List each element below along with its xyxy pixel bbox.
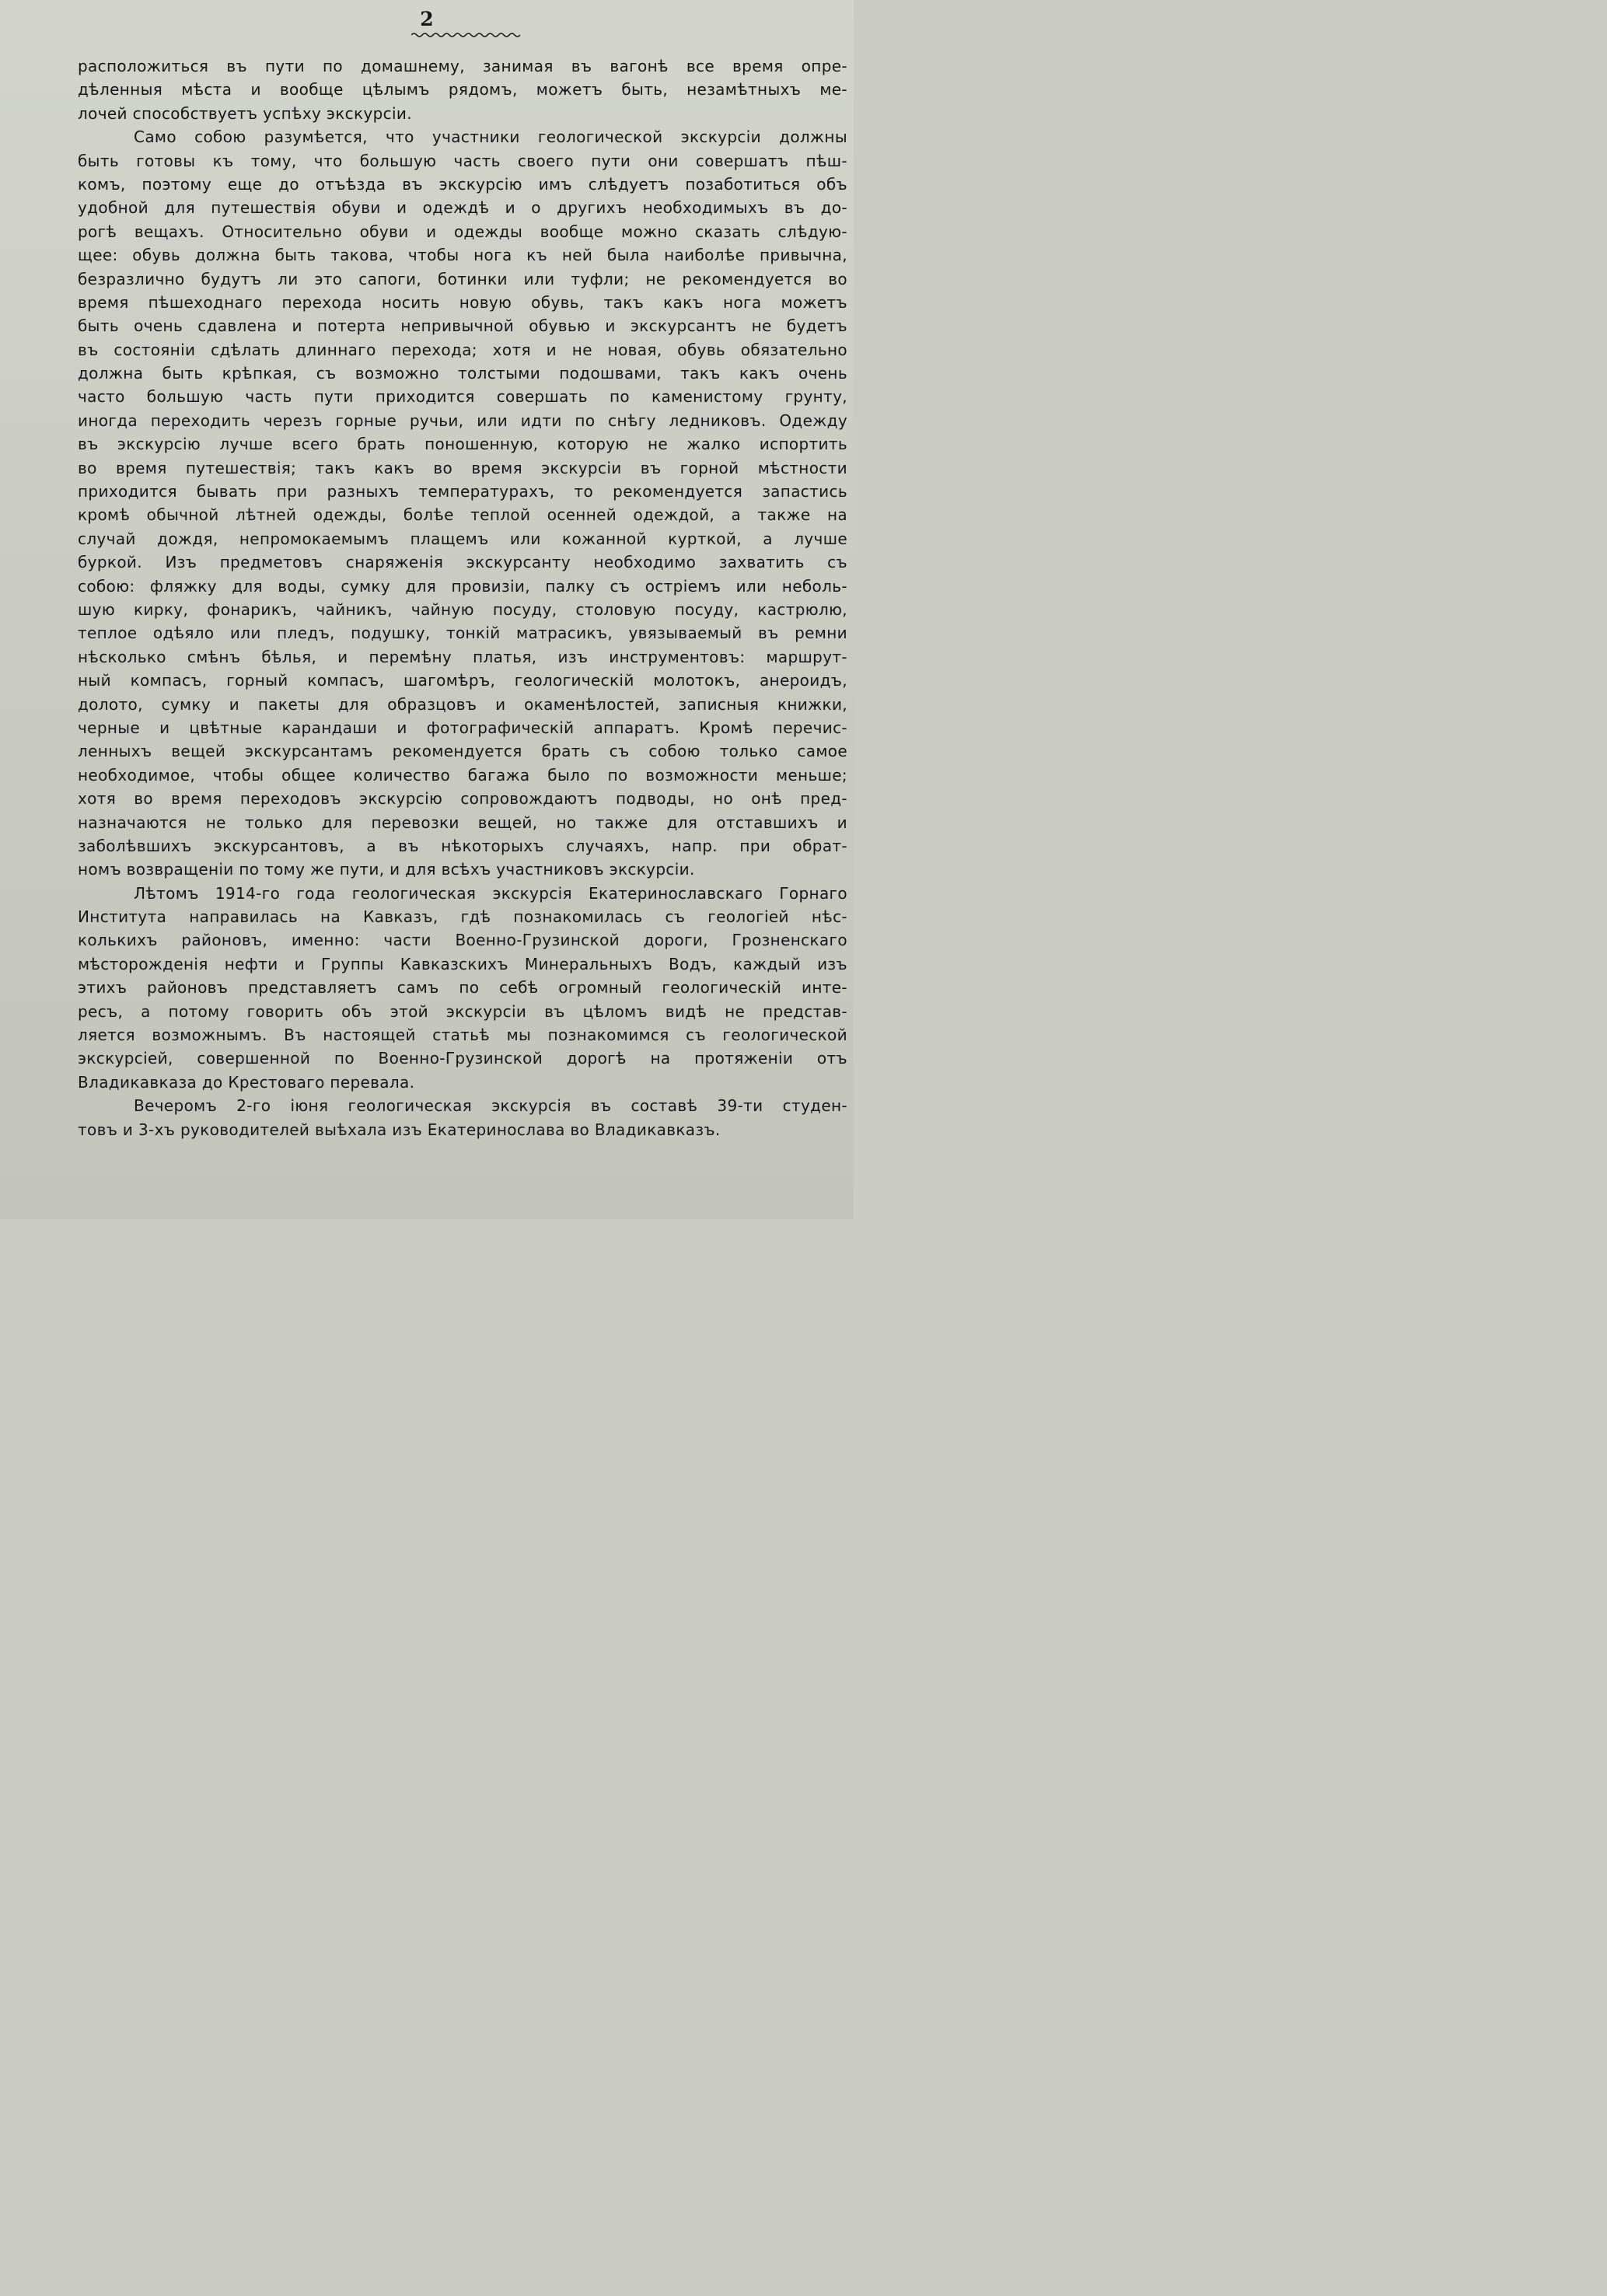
text-line: заболѣвшихъ экскурсантовъ, а въ нѣкоторыхъ случаяхъ, напр. при обрат-: [78, 836, 847, 855]
text-line: въ состояніи сдѣлать длиннаго перехода; хотя и не новая, обувь обязательно: [78, 340, 847, 359]
text-line: во время путешествія; такъ какъ во время экскурсіи въ горной мѣстности: [78, 458, 847, 477]
text-line: время пѣшеходнаго перехода носить новую обувь, такъ какъ нога можетъ: [78, 292, 847, 312]
text-line: необходимое, чтобы общее количество багажа было по возможности меньше;: [78, 765, 847, 785]
text-line: лочей способствуетъ успѣху экскурсіи.: [78, 103, 412, 123]
text-line: кромѣ обычной лѣтней одежды, болѣе теплой осенней одеждой, а также на: [78, 505, 847, 525]
text-line: щее: обувь должна быть такова, чтобы нога къ ней была наиболѣе привычна,: [78, 246, 847, 265]
text-line: черные и цвѣтные карандаши и фотографическій аппаратъ. Кромѣ перечис-: [78, 718, 847, 737]
paragraph: [78, 882, 847, 1095]
text-line: Само собою разумѣется, что участники геологической экскурсіи должны: [134, 128, 847, 147]
text-line: товъ и 3-хъ руководителей выѣхала изъ Екатеринослава во Владикавказъ.: [78, 1120, 721, 1139]
text-line: собою: фляжку для воды, сумку для провизіи, палку съ остріемъ или неболь-: [78, 576, 847, 596]
paragraph: [78, 54, 847, 125]
text-line: рогѣ вещахъ. Относительно обуви и одежды вообще можно сказать слѣдую-: [78, 222, 847, 241]
text-line: часто большую часть пути приходится совершать по каменистому грунту,: [78, 387, 847, 407]
text-line: теплое одѣяло или пледъ, подушку, тонкій матрасикъ, увязываемый въ ремни: [78, 624, 847, 643]
paragraph: [78, 1094, 847, 1141]
text-line: экскурсіей, совершенной по Военно-Грузинской дорогѣ на протяженіи отъ: [78, 1049, 847, 1068]
wavy-rule-ornament: [411, 31, 522, 39]
text-line: дѣленныя мѣста и вообще цѣлымъ рядомъ, можетъ быть, незамѣтныхъ ме-: [78, 80, 847, 100]
text-line: комъ, поэтому еще до отъѣзда въ экскурсію имъ слѣдуетъ позаботиться объ: [78, 174, 847, 194]
page-number: 2: [420, 8, 434, 30]
text-line: хотя во время переходовъ экскурсію сопровождаютъ подводы, но онѣ пред-: [78, 789, 847, 809]
text-line: Института направилась на Кавказъ, гдѣ познакомилась съ геологіей нѣс-: [78, 907, 847, 927]
body-text: [78, 54, 847, 1141]
text-line: должна быть крѣпкая, съ возможно толстыми подошвами, такъ какъ очень: [78, 364, 847, 383]
text-line: колькихъ районовъ, именно: части Военно-Грузинской дороги, Грозненскаго: [78, 931, 847, 950]
text-line: приходится бывать при разныхъ температурахъ, то рекомендуется запастись: [78, 482, 847, 501]
text-line: мѣсторожденія нефти и Группы Кавказскихъ Минеральныхъ Водъ, каждый изъ: [78, 954, 847, 973]
text-line: расположиться въ пути по домашнему, занимая въ вагонѣ все время опре-: [78, 57, 847, 75]
text-line: ляется возможнымъ. Въ настоящей статьѣ мы познакомимся съ геологической: [78, 1026, 847, 1045]
text-line: ный компасъ, горный компасъ, шагомѣръ, геологическій молотокъ, анероидъ,: [78, 671, 847, 690]
text-line: быть готовы къ тому, что большую часть своего пути они совершатъ пѣш-: [78, 151, 847, 170]
book-page: [0, 0, 854, 1219]
text-line: Лѣтомъ 1914-го года геологическая экскурсія Екатеринославскаго Горнаго: [134, 883, 847, 903]
paragraph: [78, 125, 847, 882]
text-line: назначаются не только для перевозки вещей, но также для отставшихъ и: [78, 813, 847, 832]
text-line: этихъ районовъ представляетъ самъ по себѣ огромный геологическій инте-: [78, 978, 847, 998]
text-line: нѣсколько смѣнъ бѣлья, и перемѣну платья, изъ инструментовъ: маршрут-: [78, 647, 847, 666]
text-line: долото, сумку и пакеты для образцовъ и окаменѣлостей, записныя книжки,: [78, 694, 847, 714]
text-line: номъ возвращеніи по тому же пути, и для всѣхъ участниковъ экскурсіи.: [78, 860, 695, 879]
text-line: удобной для путешествія обуви и одеждѣ и о другихъ необходимыхъ въ до-: [78, 198, 847, 218]
text-line: безразлично будутъ ли это сапоги, ботинки или туфли; не рекомендуется во: [78, 269, 847, 288]
text-line: ресъ, а потому говорить объ этой экскурсіи въ цѣломъ видѣ не представ-: [78, 1001, 847, 1021]
text-line: въ экскурсію лучше всего брать поношенную, которую не жалко испортить: [78, 435, 847, 454]
text-line: иногда переходить черезъ горные ручьи, или идти по снѣгу ледниковъ. Одежду: [78, 411, 847, 430]
text-line: быть очень сдавлена и потерта непривычной обувью и экскурсантъ не будетъ: [78, 316, 847, 336]
text-line: Вечеромъ 2-го іюня геологическая экскурсія въ составѣ 39-ти студен-: [134, 1096, 847, 1116]
text-line: буркой. Изъ предметовъ снаряженія экскурсанту необходимо захватить съ: [78, 553, 847, 572]
text-line: Владикавказа до Крестоваго перевала.: [78, 1072, 415, 1092]
text-line: шую кирку, фонарикъ, чайникъ, чайную посуду, столовую посуду, кастрюлю,: [78, 599, 847, 619]
text-line: ленныхъ вещей экскурсантамъ рекомендуется брать съ собою только самое: [78, 742, 847, 761]
text-line: случай дождя, непромокаемымъ плащемъ или кожанной курткой, а лучше: [78, 529, 847, 548]
